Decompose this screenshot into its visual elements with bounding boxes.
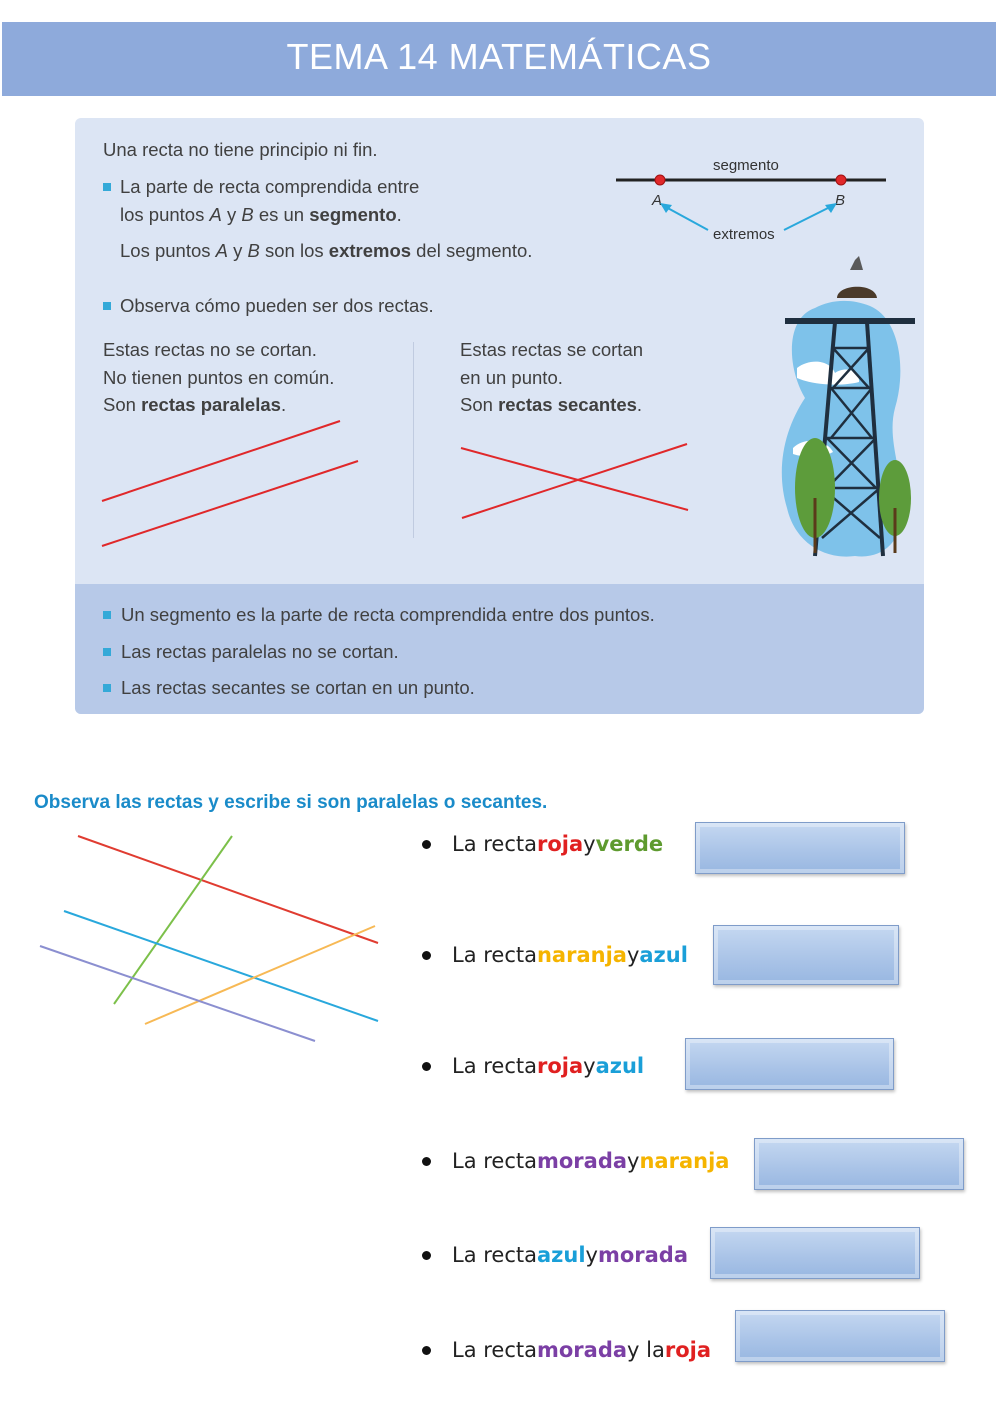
secant-lines-figure [455, 428, 705, 538]
secant-text-line1: Estas rectas se cortan [460, 339, 644, 360]
parallel-text-line3: Son rectas paralelas. [103, 394, 287, 415]
extremes-text: Los puntos A y B son los extremos del segmento. [120, 240, 533, 261]
parallel-line-2 [102, 461, 358, 546]
theory-panel [75, 118, 924, 714]
page-title: TEMA 14 MATEMÁTICAS [2, 22, 996, 96]
arrow-b-icon [784, 206, 832, 230]
parallel-term: rectas paralelas [141, 394, 281, 415]
segment-term: segmento [309, 204, 397, 225]
summary-item: Las rectas paralelas no se cortan. [121, 641, 399, 662]
answer-box[interactable] [695, 822, 905, 874]
summary-item: Un segmento es la parte de recta comprendida entre dos puntos. [121, 604, 655, 625]
bullet-icon [103, 183, 111, 191]
exercise-item: La recta morada y la roja [422, 1338, 711, 1362]
answer-box[interactable] [713, 925, 899, 985]
bullet-icon [422, 1346, 431, 1355]
exercise-instruction: Observa las rectas y escribe si son paralelas o secantes. [34, 792, 548, 813]
bullet-icon [103, 684, 111, 692]
parallel-text-line1: Estas rectas no se cortan. [103, 339, 317, 360]
secant-text-line3: Son rectas secantes. [460, 394, 643, 415]
intro-text: Una recta no tiene principio ni fin. [103, 139, 378, 160]
answer-box[interactable] [685, 1038, 894, 1090]
exercise-item: La recta roja y azul [422, 1054, 644, 1078]
point-a-label: A [652, 192, 663, 209]
point-b-marker [836, 175, 846, 185]
secant-line-1 [461, 448, 688, 510]
bullet-icon [422, 951, 431, 960]
answer-box[interactable] [710, 1227, 920, 1279]
bullet-icon [422, 1251, 431, 1260]
observe-text: Observa cómo pueden ser dos rectas. [120, 295, 434, 316]
answer-box[interactable] [735, 1310, 945, 1362]
exercise-item: La recta azul y morada [422, 1243, 688, 1267]
summary-item: Las rectas secantes se cortan en un punto. [121, 677, 475, 698]
exercise-item: La recta naranja y azul [422, 943, 688, 967]
red-line [78, 836, 378, 943]
divider [413, 342, 414, 538]
secant-line-2 [462, 444, 687, 518]
secant-term: rectas secantes [498, 394, 637, 415]
parallel-text-line2: No tienen puntos en común. [103, 367, 335, 388]
parallel-lines-figure [95, 413, 365, 553]
exercise-lines-figure [30, 826, 390, 1046]
bullet-icon [103, 302, 111, 310]
pylon-illustration-icon [775, 248, 924, 568]
bullet-icon [103, 648, 111, 656]
exercise-item: La recta roja y verde [422, 832, 663, 856]
segment-label: segmento [713, 157, 779, 174]
parallel-line-1 [102, 421, 340, 501]
exercise-item: La recta morada y naranja [422, 1149, 729, 1173]
arrow-a-icon [664, 206, 708, 230]
bullet-icon [422, 1062, 431, 1071]
bullet-icon [422, 840, 431, 849]
point-b-label: B [835, 192, 846, 209]
segment-text-line1: La parte de recta comprendida entre [120, 176, 420, 197]
bullet-icon [422, 1157, 431, 1166]
purple-line [40, 946, 315, 1041]
segment-text-line2: los puntos A y B es un segmento. [120, 204, 402, 225]
segment-diagram [610, 148, 900, 248]
summary-box [75, 584, 924, 714]
secant-text-line2: en un punto. [460, 367, 563, 388]
orange-line [145, 926, 375, 1024]
green-line [114, 836, 232, 1004]
answer-box[interactable] [754, 1138, 964, 1190]
bullet-icon [103, 611, 111, 619]
extremes-label: extremos [713, 226, 775, 243]
blue-line [64, 911, 378, 1021]
point-a-marker [655, 175, 665, 185]
extremes-term: extremos [328, 240, 412, 261]
